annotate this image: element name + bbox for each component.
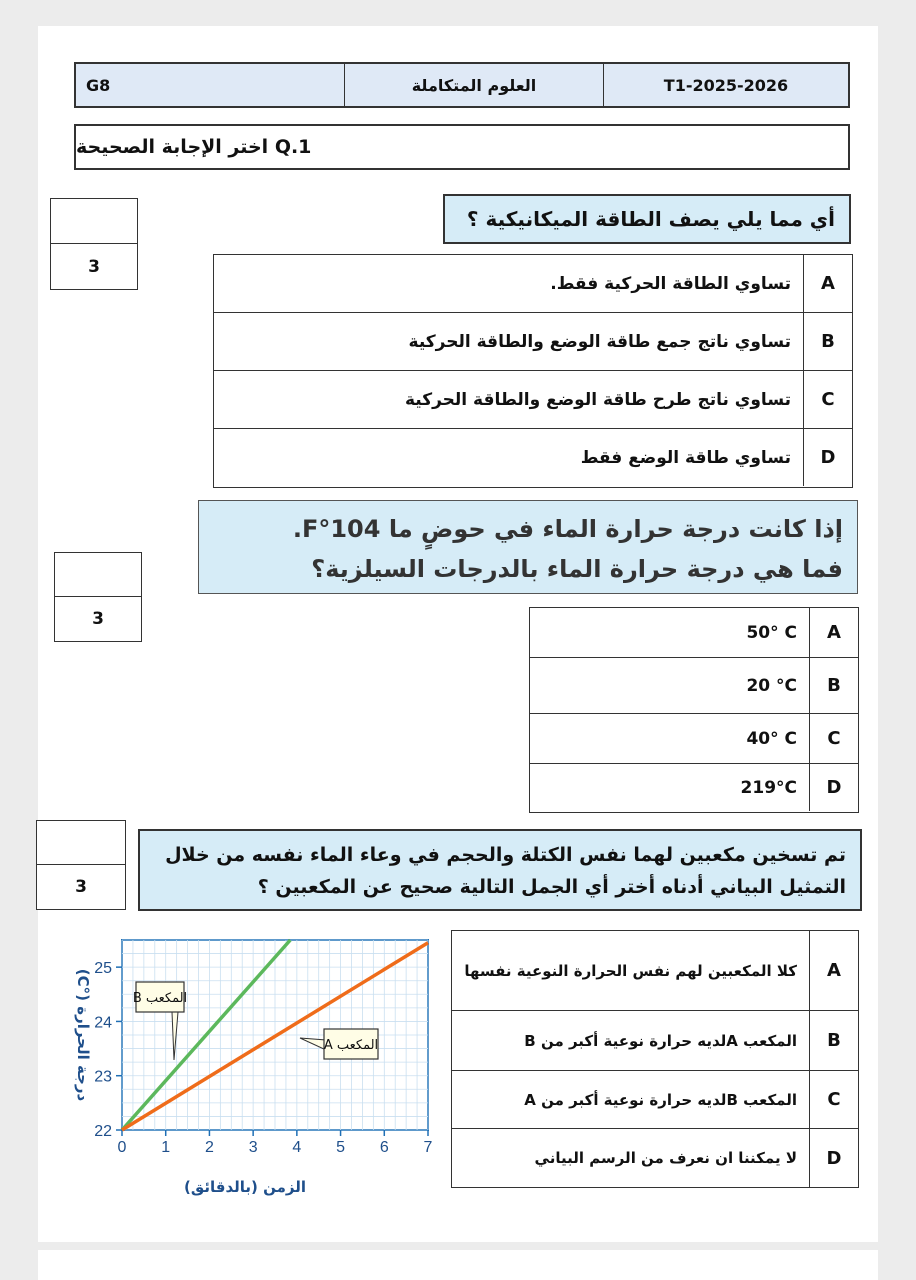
option-letter: B — [809, 658, 858, 713]
option-c[interactable] — [530, 714, 858, 764]
x-tick-label: 4 — [292, 1139, 302, 1156]
grade-cell: G8 — [86, 75, 111, 95]
score-box-2 — [54, 552, 142, 642]
score-box-1 — [50, 198, 138, 290]
question-2-line-1: إذا كانت درجة حرارة الماء في حوضٍ ما 104°F. — [292, 515, 843, 543]
option-c[interactable] — [452, 1071, 858, 1129]
option-b[interactable] — [530, 658, 858, 714]
x-tick-label: 1 — [161, 1139, 171, 1156]
x-tick-label: 0 — [117, 1139, 127, 1156]
score-box-3 — [36, 820, 126, 910]
option-d[interactable] — [530, 764, 858, 811]
option-a[interactable] — [214, 255, 852, 313]
score-points: 3 — [88, 256, 100, 277]
score-points: 3 — [92, 609, 104, 629]
option-letter: A — [809, 931, 858, 1010]
option-text: 40° C — [746, 728, 797, 749]
y-tick-label: 25 — [94, 960, 112, 978]
y-tick-label: 24 — [94, 1014, 112, 1032]
x-axis-title: الزمن (بالدقائق) — [184, 1178, 306, 1196]
question-2-text — [198, 500, 858, 594]
score-blank — [37, 821, 125, 865]
question-1-options — [213, 254, 853, 488]
option-letter: B — [803, 313, 852, 370]
option-letter: D — [803, 429, 852, 486]
option-letter: A — [803, 255, 852, 312]
option-letter: C — [809, 1071, 858, 1128]
option-text: تساوي ناتج جمع طاقة الوضع والطاقة الحركية — [408, 331, 791, 352]
header-table — [74, 62, 850, 108]
next-page-edge — [38, 1250, 878, 1280]
option-d[interactable] — [214, 429, 852, 486]
option-a[interactable] — [452, 931, 858, 1011]
option-b[interactable] — [452, 1011, 858, 1071]
option-letter: C — [809, 714, 858, 763]
x-tick-label: 3 — [248, 1139, 258, 1156]
option-text: 219°C — [740, 777, 797, 798]
score-blank — [51, 199, 137, 244]
option-c[interactable] — [214, 371, 852, 429]
question-2-line-2: فما هي درجة حرارة الماء بالدرجات السيلزية؟ — [311, 555, 843, 583]
question-3-line-2: التمثيل البياني أدناه أختر أي الجمل التالية صحيح عن المكعبين ؟ — [257, 876, 846, 898]
x-tick-label: 2 — [204, 1139, 214, 1156]
subject-cell: العلوم المتكاملة — [344, 64, 603, 106]
option-text: المكعب Aلديه حرارة نوعية أكبر من B — [524, 1031, 797, 1050]
question-1-text: أي مما يلي يصف الطاقة الميكانيكية ؟ — [443, 194, 851, 244]
option-text: لا يمكننا ان نعرف من الرسم البياني — [534, 1149, 797, 1167]
option-b[interactable] — [214, 313, 852, 371]
question-3-text — [138, 829, 862, 911]
option-letter: D — [809, 1129, 858, 1187]
x-tick-label: 5 — [336, 1139, 346, 1156]
option-text: 20 °C — [746, 675, 797, 696]
x-tick-label: 7 — [423, 1139, 433, 1156]
option-letter: D — [809, 764, 858, 811]
y-tick-label: 23 — [94, 1068, 112, 1086]
option-letter: C — [803, 371, 852, 428]
score-points: 3 — [75, 877, 87, 897]
option-text: كلا المكعبين لهم نفس الحرارة النوعية نفسها — [464, 961, 797, 980]
option-text: تساوي الطاقة الحركية فقط. — [550, 273, 791, 294]
series-label: المكعب A — [323, 1038, 379, 1053]
y-tick-label: 22 — [94, 1123, 112, 1140]
section-title: Q.1 اختر الإجابة الصحيحة — [74, 124, 850, 170]
option-text: 50° C — [746, 622, 797, 643]
score-blank — [55, 553, 141, 597]
term-cell: T1-2025-2026 — [603, 64, 848, 106]
y-axis-title: درجة الحرارة (°C) — [74, 968, 92, 1102]
x-tick-label: 6 — [379, 1139, 389, 1156]
option-text: تساوي ناتج طرح طاقة الوضع والطاقة الحركية — [404, 389, 791, 410]
question-3-line-1: تم تسخين مكعبين لهما نفس الكتلة والحجم في وعاء الماء نفسه من خلال — [165, 844, 846, 866]
option-letter: A — [809, 608, 858, 657]
option-text: المكعب Bلديه حرارة نوعية أكبر من A — [524, 1090, 797, 1109]
series-label: المكعب B — [132, 991, 188, 1006]
question-2-options — [529, 607, 859, 813]
option-text: تساوي طاقة الوضع فقط — [580, 447, 791, 468]
question-3-options — [451, 930, 859, 1188]
option-letter: B — [809, 1011, 858, 1070]
temperature-time-chart — [62, 930, 442, 1200]
option-d[interactable] — [452, 1129, 858, 1187]
option-a[interactable] — [530, 608, 858, 658]
